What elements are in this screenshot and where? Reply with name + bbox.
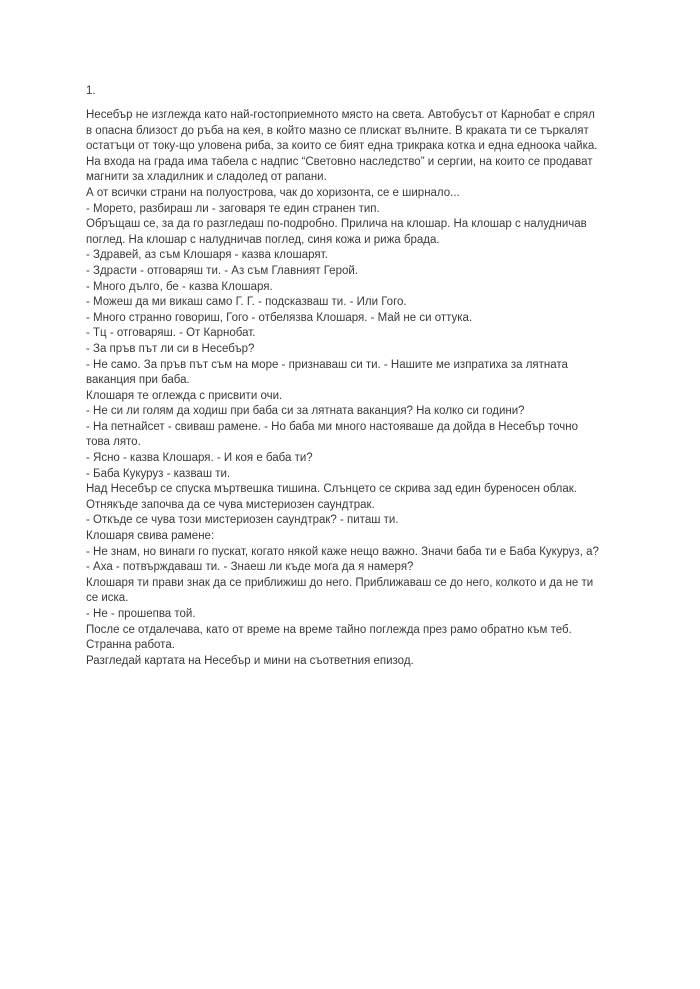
text-line: После се отдалечава, като от време на време тайно поглежда през рамо обратно към теб. — [86, 623, 572, 636]
text-line: - На петнайсет - свиваш рамене. - Но баба ми много настояваше да дойда в Несебър точно — [86, 420, 579, 433]
text-line: А от всички страни на полуострова, чак до хоризонта, се е ширнало... — [86, 186, 460, 199]
text-line: - За пръв път ли си в Несебър? — [86, 342, 255, 355]
text-line: остатъци от току-що уловена риба, за които се бият една трикрака котка и една едноока чайка. — [86, 140, 598, 153]
text-line: магнити за хладилник и сладолед от рапани. — [86, 171, 327, 184]
text-line: - Тц - отговаряш. - От Карнобат. — [86, 327, 256, 340]
text-line: - Не само. За пръв път съм на море - признаваш си ти. - Нашите ме изпратиха за лятната — [86, 358, 568, 371]
text-line: - Морето, разбираш ли - заговаря те един странен тип. — [86, 202, 380, 215]
text-line: Клошаря свива рамене: — [86, 530, 215, 543]
text-line: На входа на града има табела с надпис “Световно наследство” и сергии, на които се продават — [86, 155, 593, 168]
text-line: Несебър не изглежда като най-гостоприемното място на света. Автобусът от Карнобат е спрял — [86, 109, 595, 121]
page-number: 1. — [86, 85, 96, 97]
text-line: в опасна близост до ръба на кея, в който мазно се плискат вълните. В краката ти се търкалят — [86, 124, 589, 137]
text-line: - Много странно говориш, Гого - отбелязва Клошаря. - Май не си оттука. — [86, 311, 473, 324]
text-line: поглед. На клошар с налудничав поглед, синя кожа и рижа брада. — [86, 233, 440, 246]
text-line: Обръщаш се, за да го разгледаш по-подробно. Прилича на клошар. На клошар с налудничав — [86, 218, 587, 231]
text-line: - Не - прошепва той. — [86, 608, 196, 620]
text-line: Клошаря ти прави знак да се приближиш до него. Приближаваш се до него, колкото и да не ти — [86, 576, 594, 589]
text-line: Клошаря те оглежда с присвити очи. — [86, 389, 283, 402]
text-line: Над Несебър се спуска мъртвешка тишина. Слънцето се скрива зад един буреносен облак. — [86, 483, 577, 496]
text-line: - Много дълго, бе - казва Клошаря. — [86, 280, 273, 293]
text-line: - Откъде се чува този мистериозен саундтрак? - питаш ти. — [86, 514, 399, 527]
text-line: Разгледай картата на Несебър и мини на съответния епизод. — [86, 654, 414, 667]
text-line: - Аха - потвърждаваш ти. - Знаеш ли къде мога да я намеря? — [86, 561, 414, 574]
text-line: - Ясно - казва Клошаря. - И коя е баба ти? — [86, 452, 313, 465]
text-line: Странна работа. — [86, 639, 175, 652]
body-text — [86, 108, 631, 669]
text-line: ваканция при баба. — [86, 374, 190, 387]
text-line: - Здрасти - отговаряш ти. - Аз съм Главният Герой. — [86, 264, 358, 277]
text-line: - Здравей, аз съм Клошаря - казва клошарят. — [86, 249, 328, 262]
text-line: се иска. — [86, 592, 129, 605]
text-line: - Не си ли голям да ходиш при баба си за лятната ваканция? На колко си години? — [86, 405, 525, 418]
text-line: - Баба Кукуруз - казваш ти. — [86, 467, 231, 480]
text-line: - Можеш да ми викаш само Г. Г. - подсказваш ти. - Или Гого. — [86, 296, 407, 309]
text-line: това лято. — [86, 436, 141, 449]
text-line: - Не знам, но винаги го пускат, когато някой каже нещо важно. Значи баба ти е Баба Кукуруз, а? — [86, 545, 599, 558]
text-line: Отнякъде започва да се чува мистериозен саундтрак. — [86, 498, 375, 511]
